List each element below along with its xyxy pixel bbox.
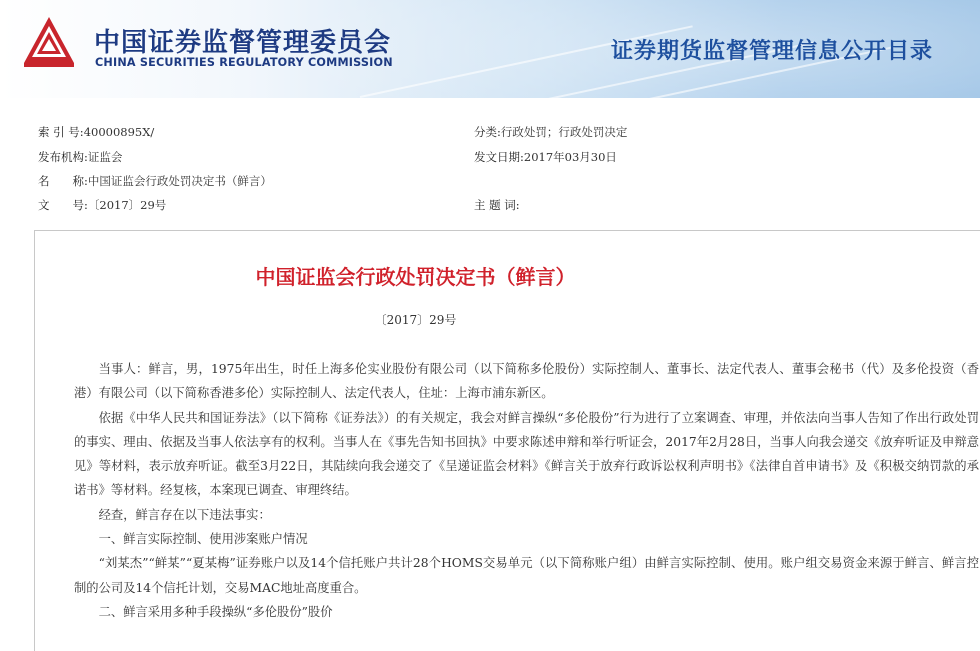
- meta-index-value: 40000895X/: [83, 125, 155, 139]
- meta-docno: [38, 197, 166, 213]
- document-panel: [34, 230, 980, 651]
- site-title: 证券期货监督管理信息公开目录: [610, 39, 933, 64]
- paragraph-procedure: 依据《中华人民共和国证券法》（以下简称《证券法》）的有关规定，我会对鲜言操纵“多伦股份”行为进行了立案调查、审理，并依法向当事人告知了作出行政处罚的事实、理由、依据及当事人依法享有的权利。当事人在《事先告知书回执》中要求陈述申辩和举行听证会，2017年2月28日，当事人向我会递交《放弃听证及申辩意见》等材料，表示放弃听证。截至3月22日，其陆续向我会递交了《呈递证监会材料》《鲜言关于放弃行政诉讼权利声明书》《法律自首申请书》及《积极交纳罚款的承诺书》等材料。经复核，本案现已调查、审理终结。: [74, 410, 979, 498]
- meta-category-value: 行政处罚；行政处罚决定: [500, 125, 628, 139]
- meta-category-label: 分类:: [474, 125, 501, 139]
- document-title: 中国证监会行政处罚决定书（鲜言）: [255, 265, 576, 289]
- meta-category: [474, 124, 627, 140]
- meta-name-value: 中国证监会行政处罚决定书（鲜言）: [87, 174, 272, 188]
- meta-index: [38, 124, 154, 140]
- meta-date: [474, 149, 617, 165]
- meta-date-label: 发文日期:: [474, 150, 524, 164]
- meta-name: [38, 173, 272, 189]
- meta-issuer: [38, 149, 122, 165]
- meta-subject: [474, 197, 520, 213]
- paragraph-section-1-heading: 一、鲜言实际控制、使用涉案账户情况: [98, 532, 308, 547]
- meta-name-label: 名 称:: [38, 174, 88, 188]
- document-body: [74, 357, 979, 624]
- meta-issuer-value: 证监会: [87, 150, 123, 164]
- meta-subject-label: 主 题 词:: [474, 198, 520, 212]
- paragraph-party: 当事人：鲜言，男，1975年出生，时任上海多伦实业股份有限公司（以下简称多伦股份）实际控制人、董事长、法定代表人、董事会秘书（代）及多伦投资（香港）有限公司（以下简称香港多伦）实际控制人、法定代表人，住址：上海市浦东新区。: [74, 362, 979, 401]
- paragraph-section-1-text: “刘某杰”“鲜某”“夏某梅”证券账户以及14个信托账户共计28个HOMS交易单元（以下简称账户组）由鲜言实际控制、使用。账户组交易资金来源于鲜言、鲜言控制的公司及14个信托计划，交易MAC地址高度重合。: [74, 556, 979, 595]
- paragraph-findings-intro: 经查，鲜言存在以下违法事实：: [98, 507, 271, 522]
- org-name-en: CHINA SECURITIES REGULATORY COMMISSION: [95, 56, 393, 69]
- meta-docno-label: 文 号:: [38, 198, 88, 212]
- meta-index-label: 索 引 号:: [38, 125, 84, 139]
- document-number: 〔2017〕29号: [374, 313, 457, 327]
- csrc-logo-icon[interactable]: [22, 15, 76, 69]
- org-name-cn: 中国证券监督管理委员会: [94, 28, 392, 58]
- paragraph-section-2-heading: 二、鲜言采用多种手段操纵“多伦股份”股价: [98, 604, 333, 619]
- header-banner: [0, 0, 980, 98]
- meta-docno-value: 〔2017〕29号: [87, 198, 167, 212]
- meta-issuer-label: 发布机构:: [38, 150, 88, 164]
- meta-date-value: 2017年03月30日: [523, 150, 617, 164]
